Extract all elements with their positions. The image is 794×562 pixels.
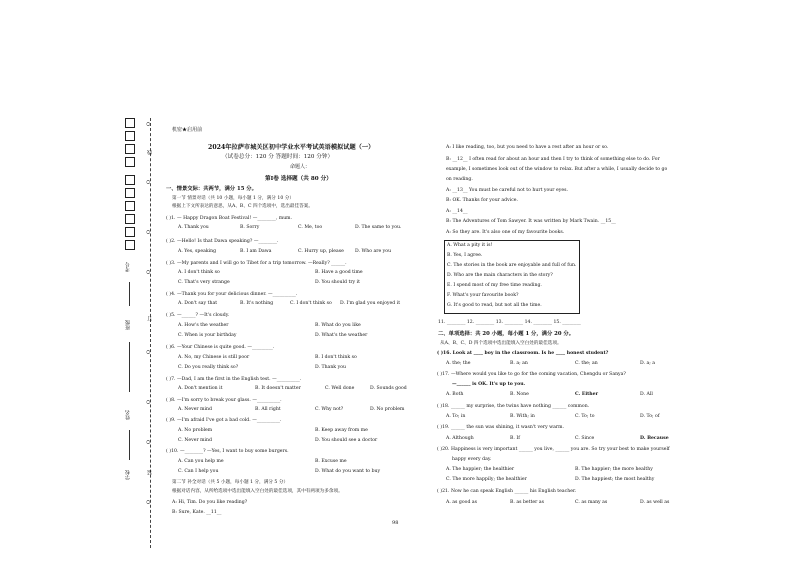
option: C. Hurry up, please bbox=[298, 249, 344, 254]
question-21: ( )21. Now he can speak English ______ his English teacher. bbox=[437, 489, 577, 494]
answer-box bbox=[125, 188, 135, 198]
option: A. Don't say that bbox=[178, 301, 218, 306]
cut-mark: O bbox=[146, 440, 152, 445]
dialogue-line: B: Sure, Kate. __11__ bbox=[172, 510, 222, 515]
volume-heading: 第Ⅰ卷 选择题（共 80 分） bbox=[265, 176, 332, 182]
answer-box bbox=[125, 131, 135, 141]
option: A. I don't think so bbox=[178, 270, 220, 275]
class-line bbox=[129, 342, 130, 392]
option: D. Who are you bbox=[355, 249, 392, 254]
option: A. How's the weather bbox=[178, 323, 229, 328]
option: D. You should see a doctor bbox=[315, 438, 378, 443]
dialogue-line: A: Hi, Tim. Do you like reading? bbox=[172, 500, 248, 505]
cut-mark: O bbox=[146, 350, 152, 355]
question-3: ( )3. —My parents and I will go to Tibet for a trip tomorrow. —Really? ______. bbox=[166, 261, 347, 266]
option: C. Why not? bbox=[315, 407, 344, 412]
option: B. Sorry bbox=[240, 225, 260, 230]
dialogue-line: on reading. bbox=[446, 177, 473, 182]
option: C. the; an bbox=[575, 361, 598, 366]
cut-mark: O bbox=[146, 230, 152, 235]
question-5: ( )5. —______? —It's cloudy. bbox=[166, 313, 230, 318]
option: D. as well as bbox=[640, 500, 670, 505]
instructions: 根据对话内容，从所给选项中选出能填入空白处的最佳选项，其中有两项为多余项。 bbox=[172, 489, 343, 494]
option: A. Yes, speaking bbox=[178, 249, 217, 254]
option: A. The happier; the healthier bbox=[446, 467, 515, 472]
option: B. It's nothing bbox=[240, 301, 274, 306]
option: C. To; to bbox=[575, 414, 595, 419]
question-18: ( )18. ______ my surprise, the twins have nothing ______ common. bbox=[437, 404, 590, 409]
option: D. Sounds good bbox=[370, 386, 407, 391]
option: C. I don't think so bbox=[290, 301, 332, 306]
answer-blanks: 11. ________ 12. ________ 13. ________ 14. ________ 15. ________ bbox=[438, 320, 581, 325]
option: B. If bbox=[510, 436, 520, 441]
option: C. The more happily; the healthier bbox=[446, 477, 527, 482]
option: D. What's the weather bbox=[315, 333, 368, 338]
option: A. the; the bbox=[446, 361, 471, 366]
option: B. All right bbox=[255, 407, 281, 412]
answer-box bbox=[125, 118, 135, 128]
answer-box bbox=[125, 227, 135, 237]
answer-box bbox=[125, 144, 135, 154]
option: C. as many as bbox=[575, 500, 608, 505]
option: B. Have a good time bbox=[315, 270, 363, 275]
question-1: ( )1. — Happy Dragon Boat Festival! —________, mum. bbox=[166, 216, 293, 221]
cut-mark: 装 bbox=[147, 470, 153, 475]
option: A. What a pity it is! bbox=[447, 243, 493, 248]
option: G. It's good to read, but not all the time. bbox=[447, 303, 542, 308]
name-label: 姓名 bbox=[125, 410, 131, 420]
option: F. What's your favourite book? bbox=[447, 293, 519, 298]
option: A. No problem bbox=[178, 428, 213, 433]
author-label: 命题人： bbox=[290, 164, 311, 170]
option: D. No problem bbox=[370, 407, 405, 412]
option: A. Although bbox=[446, 436, 474, 441]
answer-box bbox=[125, 214, 135, 224]
option: B. I am Dawa bbox=[240, 249, 272, 254]
dialogue-line: A: I like reading, too, but you need to have a rest after an hour or so. bbox=[446, 145, 609, 150]
question-2: ( )2. —Hello! Is that Dawa speaking? —________. bbox=[166, 239, 279, 244]
exam-title: 2024年拉萨市城关区初中学业水平考试英语模拟试题（一） bbox=[208, 144, 375, 151]
question-17: ( )17. —Where would you like to go for the coming vacation, Chengdu or Sanya? bbox=[437, 372, 626, 377]
option: C. Me, too bbox=[298, 225, 323, 230]
option: B. Excuse me bbox=[315, 459, 347, 464]
class-label: 班级 bbox=[125, 320, 131, 330]
answer-box bbox=[125, 201, 135, 211]
name-line bbox=[129, 430, 130, 460]
cut-mark: O bbox=[146, 180, 152, 185]
option: B. The happier; the more healthy bbox=[575, 467, 653, 472]
option: D. You should try it bbox=[315, 280, 360, 285]
question-9: ( )9. —I'm afraid I've got a bad cold. —__________. bbox=[166, 418, 282, 423]
question-6: ( )6. —Your Chinese is quite good. —_________. bbox=[166, 345, 275, 350]
exam-number-line bbox=[129, 282, 130, 306]
option: A. To; in bbox=[446, 414, 466, 419]
dialogue-line: B: The Adventures of Tom Sawyer. It was written by Mark Twain. __15__ bbox=[446, 219, 616, 224]
option: D. To; of bbox=[640, 414, 660, 419]
dialogue-line: A: So they are. It's also one of my favourite books. bbox=[446, 230, 565, 235]
question-19: ( )19. ______ the sun was shining, it wasn't very warm. bbox=[437, 425, 564, 430]
question-7: ( )7. —Dad, I am the first in the English test. —__________. bbox=[166, 377, 302, 382]
cut-mark: O bbox=[146, 500, 152, 505]
question-17-line2: —______ is OK. It's up to you. bbox=[452, 382, 526, 387]
option: D. The happiest; the most healthy bbox=[575, 477, 655, 482]
answer-box bbox=[125, 240, 135, 250]
option: C. Since bbox=[575, 436, 595, 441]
option: A. Never mind bbox=[178, 407, 212, 412]
school-label: 学校 bbox=[125, 470, 131, 480]
answer-box bbox=[125, 175, 135, 185]
question-4: ( )4. —Thank you for your delicious dinner. —__________. bbox=[166, 292, 298, 297]
option: A. Both bbox=[446, 392, 464, 397]
option: B. as better as bbox=[510, 500, 544, 505]
cut-mark: O bbox=[146, 270, 152, 275]
option: B. Keep away from me bbox=[315, 428, 368, 433]
option: D. What do you want to buy bbox=[315, 469, 381, 474]
section-heading: 二、单项选择：共 20 小题，每小题 1 分，满分 20 分。 bbox=[438, 331, 575, 337]
question-20-line2: happy every day. bbox=[452, 457, 492, 462]
page-number: 98 bbox=[392, 520, 399, 526]
option: C. Either bbox=[575, 392, 599, 397]
dialogue-line: A: __14__ bbox=[446, 209, 468, 214]
option: C. When is your birthday bbox=[178, 333, 237, 338]
option: A. as good as bbox=[446, 500, 478, 505]
option: B. None bbox=[510, 392, 529, 397]
question-10: ( )10. —________? —Yes, I want to buy some burgers. bbox=[166, 449, 289, 454]
option: C. Do you really think so? bbox=[178, 365, 239, 370]
part-heading: 第二节 补全对话（共 5 小题，每小题 1 分，满分 5 分） bbox=[172, 480, 289, 485]
option: D. Who are the main characters in the story? bbox=[447, 273, 553, 278]
option: D. The same to you. bbox=[355, 225, 402, 230]
option: D. Because bbox=[640, 436, 669, 441]
option: D. Thank you bbox=[315, 365, 346, 370]
option: C. That's very strange bbox=[178, 280, 230, 285]
option: C. The stories in the book are enjoyable and full of fun. bbox=[447, 263, 577, 268]
option: A. Thank you bbox=[178, 225, 209, 230]
option: C. Can I help you bbox=[178, 469, 219, 474]
option: D. I'm glad you enjoyed it bbox=[340, 301, 401, 306]
option: A. No, my Chinese is still poor bbox=[178, 355, 250, 360]
option: C. Never mind bbox=[178, 438, 212, 443]
cut-mark: 订 bbox=[147, 316, 153, 321]
question-16: ( )16. Look at ____ boy in the classroom. Is he ____ honest student? bbox=[437, 351, 609, 356]
question-8: ( )8. —I'm sorry to break your glass. —__________. bbox=[166, 398, 282, 403]
option: D. a; a bbox=[640, 361, 656, 366]
exam-subtitle: （试卷总分：120 分 答题时间：120 分钟） bbox=[222, 154, 334, 160]
cut-mark: O bbox=[146, 122, 152, 127]
option: B. With; in bbox=[510, 414, 535, 419]
option: B. What do you like bbox=[315, 323, 361, 328]
option: B. I don't think so bbox=[315, 355, 357, 360]
option: B. It doesn't matter bbox=[255, 386, 301, 391]
instructions: 从A、B、C、D 四个选项中选出能填入空白处的最佳选项。 bbox=[440, 341, 562, 346]
cut-mark: 线 bbox=[147, 150, 153, 155]
exam-number-label: 考号 bbox=[125, 262, 131, 272]
cut-mark: O bbox=[146, 400, 152, 405]
part-heading: 第一节 情景对话（共 10 小题，每小题 1 分，满分 10 分） bbox=[172, 196, 294, 201]
instructions: 根据上下文所表达的意思，从A、B、C 四个选项中，选出最佳答案。 bbox=[172, 204, 313, 209]
section-heading: 一、情景交际：共两节，满分 15 分。 bbox=[166, 186, 257, 192]
option: C. Well done bbox=[325, 386, 355, 391]
dialogue-line: A: __13__ You must be careful not to hurt your eyes. bbox=[446, 188, 568, 193]
option: A. Don't mention it bbox=[178, 386, 223, 391]
dialogue-line: B: OK. Thanks for your advice. bbox=[446, 198, 519, 203]
option: E. I spend most of my free time reading. bbox=[447, 283, 542, 288]
option: B. Yes, I agree. bbox=[447, 253, 483, 258]
dialogue-line: B: __12__ I often read for about an hour and then I try to think of something else to do. For bbox=[446, 157, 660, 162]
dialogue-line: example, I sometimes look out of the window to relax. But after a while, I usually decide to go bbox=[446, 167, 668, 172]
question-20: ( )20. Happiness is very important ______ you live, ______ you are. So try your best to make yourself bbox=[437, 447, 670, 452]
option: B. a; an bbox=[510, 361, 528, 366]
answer-box bbox=[125, 157, 135, 167]
option: D. All bbox=[640, 392, 653, 397]
secret-mark: 机密★启用前 bbox=[172, 127, 203, 133]
option: A. Can you help me bbox=[178, 459, 224, 464]
